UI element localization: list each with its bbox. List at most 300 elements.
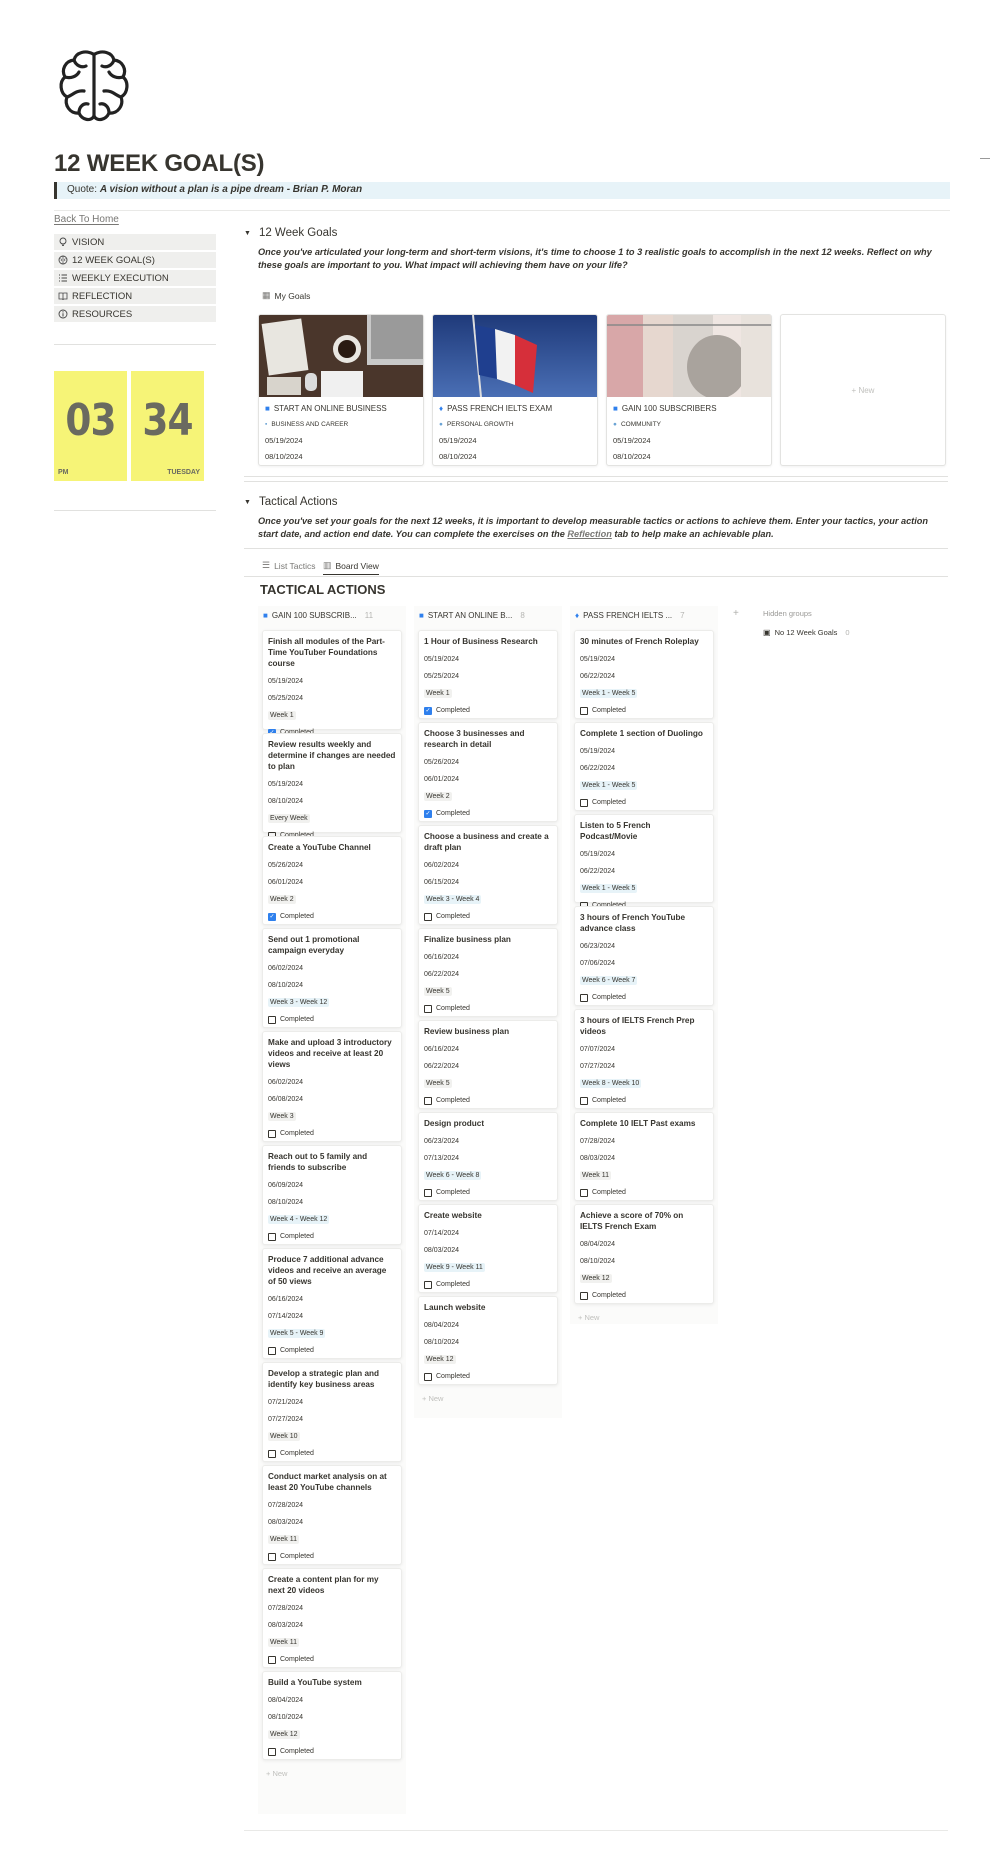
tactic-completed-checkbox[interactable]: [268, 1651, 396, 1668]
goal-title: [607, 400, 771, 416]
tactic-week: [424, 788, 552, 805]
tactic-name: Review results weekly and determine if changes are needed to plan: [268, 740, 396, 771]
tactic-completed-checkbox[interactable]: [424, 1276, 552, 1293]
tactic-name: Make and upload 3 introductory videos and receive at least 20 views: [268, 1038, 392, 1069]
tactic-start-date: 05/26/2024: [424, 759, 460, 766]
tactic-card[interactable]: [262, 1465, 402, 1565]
goal-start-date: 05/19/2024: [265, 435, 303, 445]
tactic-week-tag: Week 1: [270, 712, 294, 719]
tactic-card[interactable]: [262, 1031, 402, 1142]
board-title: TACTICAL ACTIONS: [260, 582, 386, 597]
tactic-card[interactable]: [418, 928, 558, 1017]
tactic-end-date: 07/13/2024: [424, 1155, 460, 1162]
goals-section-toggle[interactable]: [244, 227, 337, 239]
clock-day: TUESDAY: [167, 469, 200, 476]
tactic-week-tag: Week 6 - Week 8: [426, 1172, 480, 1179]
tactic-card[interactable]: [418, 722, 558, 822]
tactic-end-date: 06/15/2024: [424, 879, 460, 886]
checkbox-icon[interactable]: [580, 799, 588, 807]
flip-clock-widget: [54, 371, 204, 481]
tactic-week: [580, 880, 708, 897]
completed-label: Completed: [436, 1097, 470, 1104]
tactic-card[interactable]: [574, 630, 714, 719]
checkbox-icon[interactable]: [424, 1281, 432, 1289]
tab-label: My Goals: [274, 290, 311, 301]
checkbox-icon[interactable]: [268, 1450, 276, 1458]
tactic-end-date: 06/08/2024: [268, 1096, 304, 1103]
divider: [54, 510, 216, 511]
checkbox-icon[interactable]: ✓: [425, 811, 431, 817]
tactic-name: 30 minutes of French Roleplay: [580, 637, 699, 646]
quote-label: Quote:: [67, 184, 98, 195]
completed-label: Completed: [280, 1347, 314, 1354]
caret-down-icon: ▼: [244, 229, 251, 237]
tactics-description-b: tab to help make an achievable plan.: [611, 529, 774, 539]
tactic-week-tag: Week 3 - Week 4: [426, 896, 480, 903]
tab-list-tactics[interactable]: [262, 560, 316, 571]
goal-category-text: COMMUNITY: [620, 420, 662, 428]
new-tactic-button[interactable]: + New: [422, 1394, 444, 1403]
tab-board-view[interactable]: [323, 560, 379, 575]
tactic-card[interactable]: [262, 1248, 402, 1359]
nav-item-resources[interactable]: [54, 306, 216, 322]
tactic-card[interactable]: [418, 1204, 558, 1293]
tactic-end-date: 08/03/2024: [268, 1519, 304, 1526]
tactic-end-date: 07/27/2024: [580, 1063, 616, 1070]
goal-end-date: 08/10/2024: [265, 451, 303, 461]
divider: [54, 210, 950, 211]
tactic-name: Complete 10 IELT Past exams: [580, 1119, 696, 1128]
tactic-card[interactable]: [262, 1568, 402, 1668]
hidden-group-count: 0: [845, 628, 850, 637]
new-goal-button[interactable]: + New: [780, 314, 946, 466]
tactic-card[interactable]: [262, 836, 402, 925]
tactic-completed-checkbox[interactable]: [580, 1287, 708, 1304]
tactic-start-date: 06/16/2024: [424, 1046, 460, 1053]
book-icon: [57, 291, 68, 302]
tactic-card[interactable]: [574, 1204, 714, 1304]
goals-gallery: [258, 314, 948, 466]
tactic-card[interactable]: [574, 814, 714, 903]
checkbox-icon[interactable]: [580, 1189, 588, 1197]
tactic-start-date: 07/21/2024: [268, 1399, 304, 1406]
goal-card[interactable]: [432, 314, 598, 466]
tactic-start-date: 06/09/2024: [268, 1182, 304, 1189]
completed-label: Completed: [280, 1450, 314, 1457]
tactic-completed-checkbox[interactable]: [580, 794, 708, 811]
tab-label: List Tactics: [274, 560, 316, 571]
tactic-end-date: 06/22/2024: [424, 971, 460, 978]
tactic-name: Build a YouTube system: [268, 1678, 362, 1687]
tactic-name: Listen to 5 French Podcast/Movie: [580, 821, 651, 841]
tactic-start-date: 08/04/2024: [268, 1697, 304, 1704]
tactic-completed-checkbox[interactable]: [580, 702, 708, 719]
tactic-week-tag: Week 12: [426, 1356, 454, 1363]
video-icon: ■: [263, 610, 268, 620]
tactic-end-date: 07/14/2024: [268, 1313, 304, 1320]
checkbox-icon[interactable]: [424, 913, 432, 921]
tactic-completed-checkbox[interactable]: [424, 1092, 552, 1109]
goal-title: [433, 400, 597, 416]
checkbox-icon[interactable]: [268, 1016, 276, 1024]
brain-icon: [57, 255, 68, 266]
tactic-week-tag: Week 11: [270, 1639, 297, 1646]
tactic-week-tag: Week 1 - Week 5: [582, 885, 636, 892]
tactic-completed-checkbox[interactable]: [424, 1368, 552, 1385]
tactic-end-date: 06/22/2024: [580, 765, 616, 772]
inbox-icon: ▣: [763, 628, 771, 637]
tactic-card[interactable]: [418, 630, 558, 719]
completed-label: Completed: [436, 1189, 470, 1196]
completed-label: Completed: [436, 913, 470, 920]
goal-category-text: PERSONAL GROWTH: [446, 420, 514, 428]
goal-card[interactable]: [258, 314, 424, 466]
tactic-end-date: 05/25/2024: [268, 695, 304, 702]
tactic-start-date: 05/26/2024: [268, 862, 304, 869]
tactic-start-date: 05/19/2024: [268, 678, 304, 685]
tactic-week: [268, 1428, 396, 1445]
tactic-completed-checkbox[interactable]: [268, 908, 396, 925]
goal-category: [433, 416, 597, 432]
tactic-completed-checkbox[interactable]: [268, 1743, 396, 1760]
tactic-name: Finish all modules of the Part-Time YouTuber Foundations course: [268, 637, 385, 668]
tactic-completed-checkbox[interactable]: [268, 1342, 396, 1359]
tactic-card[interactable]: [418, 1020, 558, 1109]
divider: [244, 1830, 948, 1831]
tactic-week: [580, 1075, 708, 1092]
tactic-end-date: 08/10/2024: [424, 1339, 460, 1346]
tactic-completed-checkbox[interactable]: [580, 1184, 708, 1201]
desk-laptop-photo: [259, 315, 423, 397]
completed-label: Completed: [280, 1553, 314, 1560]
tactic-end-date: 06/22/2024: [580, 868, 616, 875]
tactic-week: [424, 983, 552, 1000]
goal-card[interactable]: [606, 314, 772, 466]
tactic-week: [268, 891, 396, 908]
completed-label: Completed: [436, 1373, 470, 1380]
video-icon: ■: [613, 403, 618, 413]
tactic-name: Produce 7 additional advance videos and receive an average of 50 views: [268, 1255, 387, 1286]
completed-label: Completed: [436, 1005, 470, 1012]
add-group-button[interactable]: +: [733, 608, 739, 619]
tactic-week-tag: Week 11: [270, 1536, 297, 1543]
tactic-start-date: 06/02/2024: [268, 1079, 304, 1086]
goal-title-text: PASS FRENCH IELTS EXAM: [447, 403, 553, 413]
tactic-card[interactable]: [262, 630, 402, 730]
reflection-link[interactable]: Reflection: [567, 529, 612, 539]
tactic-week-tag: Week 2: [270, 896, 294, 903]
clock-minute-tile: [131, 371, 204, 481]
completed-label: Completed: [436, 810, 470, 817]
tactic-name: 1 Hour of Business Research: [424, 637, 538, 646]
tactic-week: [268, 810, 396, 827]
board-view-icon: ▥: [323, 560, 332, 570]
tactic-card[interactable]: [418, 1296, 558, 1385]
tactic-start-date: 05/19/2024: [580, 748, 616, 755]
tactic-card[interactable]: [418, 825, 558, 925]
completed-label: Completed: [280, 1016, 314, 1023]
tactic-week-tag: Week 12: [270, 1731, 298, 1738]
clothes-rack-photo: [607, 315, 771, 397]
tactic-completed-checkbox[interactable]: [424, 1000, 552, 1017]
goals-section-title: 12 Week Goals: [258, 227, 338, 239]
clock-hour: 03: [65, 395, 116, 446]
tactic-week-tag: Week 5 - Week 9: [270, 1330, 324, 1337]
checkbox-icon[interactable]: [580, 707, 588, 715]
divider: [244, 576, 948, 577]
tactic-name: Develop a strategic plan and identify key business areas: [268, 1369, 380, 1389]
column-count: 8: [520, 610, 525, 620]
goal-title-text: START AN ONLINE BUSINESS: [273, 403, 387, 413]
divider: [244, 548, 948, 549]
checkbox-icon[interactable]: [268, 1748, 276, 1756]
tactic-week-tag: Week 2: [426, 793, 450, 800]
checkbox-icon[interactable]: ✓: [269, 914, 275, 920]
tactic-start-date: 07/14/2024: [424, 1230, 460, 1237]
tactic-completed-checkbox[interactable]: [424, 805, 552, 822]
tactic-week: [580, 1270, 708, 1287]
list-icon: [57, 273, 68, 284]
tactic-card[interactable]: [262, 1671, 402, 1760]
completed-label: Completed: [592, 1189, 626, 1196]
tactic-end-date: 07/27/2024: [268, 1416, 304, 1423]
goal-title: [259, 400, 423, 416]
briefcase-icon: ■: [265, 403, 270, 413]
tactic-card[interactable]: [262, 928, 402, 1028]
tactic-week-tag: Week 4 - Week 12: [270, 1216, 328, 1223]
tactic-card[interactable]: [574, 1112, 714, 1201]
tactic-card[interactable]: [574, 1009, 714, 1109]
tactic-start-date: 07/07/2024: [580, 1046, 616, 1053]
tactic-completed-checkbox[interactable]: [424, 1184, 552, 1201]
tactic-completed-checkbox[interactable]: [268, 1548, 396, 1565]
tactic-week-tag: Week 8 - Week 10: [582, 1080, 640, 1087]
tactic-completed-checkbox[interactable]: [268, 1445, 396, 1462]
tactic-start-date: 05/19/2024: [424, 656, 460, 663]
tactic-week: [424, 1259, 552, 1276]
tactic-week: [424, 891, 552, 908]
tactic-week: [424, 685, 552, 702]
tactics-section-description: [258, 515, 938, 541]
tactic-card[interactable]: [262, 1362, 402, 1462]
tactic-end-date: 08/10/2024: [268, 1714, 304, 1721]
info-icon: [57, 309, 68, 320]
tactic-week-tag: Week 12: [582, 1275, 610, 1282]
tactic-completed-checkbox[interactable]: [580, 989, 708, 1006]
checkbox-icon[interactable]: [424, 1189, 432, 1197]
tactic-week: [424, 1351, 552, 1368]
tactic-start-date: 06/23/2024: [580, 943, 616, 950]
hidden-group-label: No 12 Week Goals: [774, 628, 838, 637]
tactic-week: [580, 972, 708, 989]
tactic-end-date: 05/25/2024: [424, 673, 460, 680]
tactic-name: Create a content plan for my next 20 videos: [268, 1575, 379, 1595]
completed-label: Completed: [280, 1233, 314, 1240]
completed-label: Completed: [592, 1292, 626, 1299]
tactic-end-date: 08/10/2024: [268, 1199, 304, 1206]
checkbox-icon[interactable]: [268, 1656, 276, 1664]
tactic-end-date: 08/10/2024: [268, 798, 304, 805]
column-title: PASS FRENCH IELTS ...: [583, 610, 673, 620]
nav-item-vision[interactable]: [54, 234, 216, 250]
tactic-card[interactable]: [262, 1145, 402, 1245]
caret-down-icon: ▼: [244, 498, 251, 506]
tactic-completed-checkbox[interactable]: [424, 908, 552, 925]
nav-label: RESOURCES: [72, 308, 133, 320]
tactic-card[interactable]: [574, 906, 714, 1006]
goal-end-date: 08/10/2024: [439, 451, 477, 461]
tactic-end-date: 06/22/2024: [424, 1063, 460, 1070]
tactic-week-tag: Week 5: [426, 988, 450, 995]
checkbox-icon[interactable]: [268, 1130, 276, 1138]
tactic-name: Achieve a score of 70% on IELTS French Exam: [580, 1211, 684, 1231]
tactic-week: [268, 1108, 396, 1125]
new-tactic-button[interactable]: + New: [266, 1769, 288, 1778]
completed-label: Completed: [436, 707, 470, 714]
checkbox-icon[interactable]: [424, 1097, 432, 1105]
completed-label: Completed: [592, 707, 626, 714]
column-header-gain-subscribers[interactable]: [263, 608, 373, 622]
tactic-name: 3 hours of French YouTube advance class: [580, 913, 686, 933]
tactic-week-tag: Week 6 - Week 7: [582, 977, 636, 984]
brain-icon: [58, 48, 130, 124]
tactic-start-date: 08/04/2024: [580, 1241, 616, 1248]
completed-label: Completed: [280, 1748, 314, 1755]
tactic-week-tag: Week 10: [270, 1433, 298, 1440]
tactic-name: Design product: [424, 1119, 485, 1128]
tactic-week: [424, 1075, 552, 1092]
tactic-name: Reach out to 5 family and friends to subscribe: [268, 1152, 368, 1172]
tactic-name: Choose 3 businesses and research in detail: [424, 729, 525, 749]
hidden-groups-label: Hidden groups: [763, 609, 812, 618]
divider: [244, 481, 948, 482]
tactic-week-tag: Every Week: [270, 815, 308, 822]
person-icon: ●: [439, 420, 443, 428]
clock-hour-tile: [54, 371, 127, 481]
goal-start-date: 05/19/2024: [613, 435, 651, 445]
tactic-name: Send out 1 promotional campaign everyday: [268, 935, 360, 955]
tactic-end-date: 08/03/2024: [424, 1247, 460, 1254]
tactic-card[interactable]: [418, 1112, 558, 1201]
briefcase-icon: ▪: [265, 420, 268, 428]
tactic-card[interactable]: [262, 733, 402, 833]
back-to-home-link[interactable]: Back To Home: [54, 214, 119, 225]
nav-label: 12 WEEK GOAL(S): [72, 254, 155, 266]
checkbox-icon[interactable]: [424, 1005, 432, 1013]
lightbulb-icon: [57, 237, 68, 248]
divider: [54, 344, 216, 345]
tactic-week: [268, 1531, 396, 1548]
hidden-group-no-goals[interactable]: [763, 628, 850, 637]
tactic-week-tag: Week 3 - Week 12: [270, 999, 328, 1006]
tactic-start-date: 06/02/2024: [424, 862, 460, 869]
tactic-end-date: 06/01/2024: [424, 776, 460, 783]
tactic-name: Review business plan: [424, 1027, 510, 1036]
tactic-start-date: 05/19/2024: [580, 656, 616, 663]
tactic-name: Conduct market analysis on at least 20 YouTube channels: [268, 1472, 387, 1492]
column-title: GAIN 100 SUBSCRIB...: [271, 610, 357, 620]
completed-label: Completed: [592, 994, 626, 1001]
tactic-name: Choose a business and create a draft plan: [424, 832, 549, 852]
tactic-week: [268, 994, 396, 1011]
tactic-name: Create a YouTube Channel: [268, 843, 371, 852]
tactic-start-date: 07/28/2024: [580, 1138, 616, 1145]
tactic-end-date: 07/06/2024: [580, 960, 616, 967]
french-flag-photo: [433, 315, 597, 397]
tactic-week: [580, 1167, 708, 1184]
completed-label: Completed: [280, 1130, 314, 1137]
tactic-card[interactable]: [574, 722, 714, 811]
tactic-start-date: 05/19/2024: [580, 851, 616, 858]
completed-label: Completed: [436, 1281, 470, 1288]
tactic-week-tag: Week 5: [426, 1080, 450, 1087]
tactic-completed-checkbox[interactable]: [424, 702, 552, 719]
tactic-week-tag: Week 1 - Week 5: [582, 690, 636, 697]
column-title: START AN ONLINE B...: [427, 610, 513, 620]
microphone-icon: ♦: [575, 610, 580, 620]
checkbox-icon[interactable]: [580, 1292, 588, 1300]
goal-title-text: GAIN 100 SUBSCRIBERS: [621, 403, 717, 413]
checkbox-icon[interactable]: [580, 1097, 588, 1105]
checkbox-icon[interactable]: [268, 1553, 276, 1561]
tactic-start-date: 07/28/2024: [268, 1605, 304, 1612]
goal-category: [259, 416, 423, 432]
tactics-section-title: Tactical Actions: [258, 496, 338, 508]
scroll-indicator: [980, 158, 990, 159]
tactic-start-date: 06/23/2024: [424, 1138, 460, 1145]
clock-ampm: PM: [58, 469, 69, 476]
goal-end-date: 08/10/2024: [613, 451, 651, 461]
new-tactic-button[interactable]: + New: [578, 1313, 600, 1322]
goal-start-date: 05/19/2024: [439, 435, 477, 445]
tactics-section-toggle[interactable]: [244, 496, 338, 508]
column-count: 7: [680, 610, 685, 620]
tactic-week-tag: Week 9 - Week 11: [426, 1264, 483, 1271]
column-header-online-business[interactable]: [419, 608, 525, 622]
nav-item-reflection[interactable]: [54, 288, 216, 304]
checkbox-icon[interactable]: [424, 1373, 432, 1381]
checkbox-icon[interactable]: [268, 1233, 276, 1241]
goals-section-description: Once you've articulated your long-term and short-term visions, it's time to choose 1 to 3 realistic goals to accomplish in the next 12 weeks. Reflect on why these goals are important to you. What impact will achieving them have on your life?: [258, 247, 932, 270]
tactic-name: Complete 1 section of Duolingo: [580, 729, 703, 738]
tactic-week: [268, 707, 396, 724]
tactic-completed-checkbox[interactable]: [580, 1092, 708, 1109]
column-header-french-ielts[interactable]: [575, 608, 685, 622]
tactic-week: [268, 1726, 396, 1743]
goal-category: [607, 416, 771, 432]
tactic-week-tag: Week 11: [582, 1172, 609, 1179]
tactic-start-date: 06/02/2024: [268, 965, 304, 972]
tactic-completed-checkbox[interactable]: [268, 1125, 396, 1142]
tactics-description-a: Once you've set your goals for the next 12 weeks, it is important to develop measurable tactics or actions to achieve them. Enter your tactics, your action start date, and action end date. You can complete the exercises on the: [258, 516, 929, 539]
tactic-week: [268, 1634, 396, 1651]
checkbox-icon[interactable]: [580, 994, 588, 1002]
tactic-name: 3 hours of IELTS French Prep videos: [580, 1016, 695, 1036]
completed-label: Completed: [280, 1656, 314, 1663]
tactic-completed-checkbox[interactable]: [268, 1228, 396, 1245]
nav-item-weekly-execution[interactable]: [54, 270, 216, 286]
tab-my-goals[interactable]: [262, 290, 310, 301]
nav-item-12-week-goals[interactable]: [54, 252, 216, 268]
page-title: 12 WEEK GOAL(S): [54, 150, 265, 177]
tactic-start-date: 05/19/2024: [268, 781, 304, 788]
tactic-week: [580, 777, 708, 794]
column-count: 11: [364, 610, 374, 620]
completed-label: Completed: [592, 1097, 626, 1104]
tactic-completed-checkbox[interactable]: [268, 1011, 396, 1028]
checkbox-icon[interactable]: [268, 1347, 276, 1355]
checkbox-icon[interactable]: ✓: [425, 708, 431, 714]
